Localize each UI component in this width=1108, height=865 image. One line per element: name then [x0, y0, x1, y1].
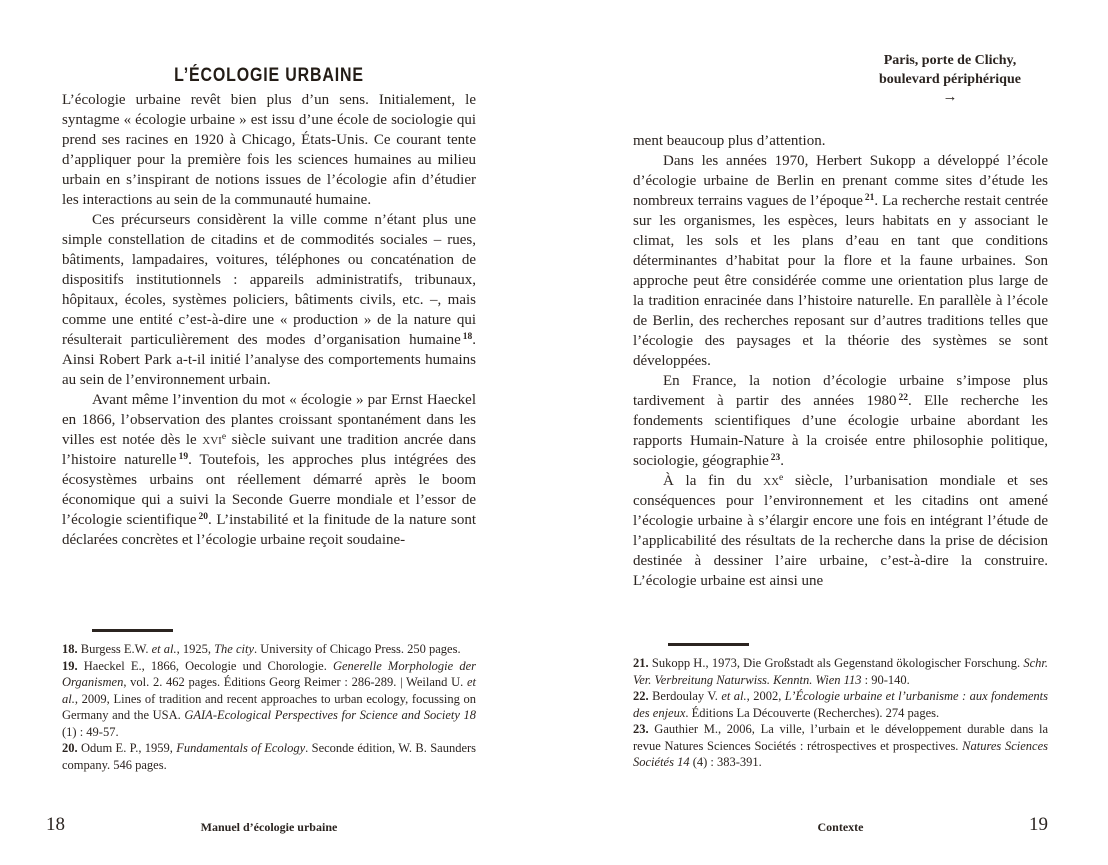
- page-number-right: 19: [1029, 814, 1048, 835]
- arrow-right-icon: →: [942, 89, 958, 105]
- page-number-left: 18: [46, 814, 65, 835]
- caption-line: boulevard périphérique: [879, 72, 1021, 87]
- paragraph: ment beaucoup plus d’attention.: [633, 133, 826, 149]
- paragraph: À la fin du $xx^e$ siècle, l’urbanisation mondiale et ses conséquences pour l’environnement et les citadins ont amené l’écologie urbaine à s’élargir encore une fois en intégrant l’étude de l’applicabilité des résultats de la recherche dans la prise de décision destinée à dessiner l’aire urbaine, c’est-à-dire la construire. L’écologie urbaine est ainsi une: [633, 473, 1048, 589]
- footnote: 19. Haeckel E., 1866, Oecologie und Chorologie. Generelle Morphologie der Organismen, vol. 2. 462 pages. Éditions Georg Reimer : 286-289. | Weiland U. et al., 2009, Lines of tradition and recent approaches to urban ecology, focussing on Germany and the USA. GAIA-Ecological Perspectives for Science and Society 18 (1) : 49-57.: [62, 658, 476, 739]
- paragraph: En France, la notion d’écologie urbaine s’impose plus tardivement à partir des années 1980 $^{22}$. Elle recherche les fondements scientifiques d’une écologie urbaine abordant les rapports Humain-Nature à la croisée entre philosophie politique, sociologie, géographie $^{23}$.: [633, 373, 1048, 469]
- footnote: 23. Gauthier M., 2006, La ville, l’urbain et le développement durable dans la revue Natures Sciences Sociétés : rétrospectives et prospectives. Natures Sciences Sociétés 14 (4) : 383-391.: [633, 722, 1048, 769]
- footnote: 22. Berdoulay V. et al., 2002, L’Écologie urbaine et l’urbanisme : aux fondements des enjeux. Éditions La Découverte (Recherches). 274 pages.: [633, 689, 1048, 720]
- footnote-separator-rule: [668, 643, 749, 646]
- paragraph: L’écologie urbaine revêt bien plus d’un sens. Initialement, le syntagme « écologie urbaine » est issu d’une école de sociologie qui prend ses racines en 1920 à Chicago, États-Unis. Ce courant tente d’appliquer pour la première fois les sciences humaines au milieu urbain en s’inspirant de notions issues de l’écologie afin d’étudier les interactions au sein de la communauté humaine.: [62, 92, 476, 208]
- right-footnotes: [633, 655, 1048, 771]
- left-footnotes: [62, 641, 476, 773]
- footnote: 18. Burgess E.W. et al., 1925, The city. University of Chicago Press. 250 pages.: [62, 642, 461, 656]
- chapter-title-text: L’ÉCOLOGIE URBAINE: [174, 64, 364, 86]
- paragraph: Dans les années 1970, Herbert Sukopp a développé l’école d’écologie urbaine de Berlin en prenant comme sites d’étude les nombreux terrains vagues de l’époque $^{21}$. La recherche restait centrée sur les organismes, les espèces, leurs habitats en y associant le climat, les sols et les plans d’eau en tant que conditions déterminantes d’habitat pour la flore et la faune urbaines. Son approche peut être considérée comme une orientation plus large de la tradition enracinée dans l’histoire naturelle. En parallèle à l’école de Berlin, des recherches reposant sur d’autres traditions telles que l’écologie des paysages et la théorie des systèmes se sont développées.: [633, 153, 1049, 369]
- photo-caption: [845, 51, 1055, 106]
- right-body-column: [633, 131, 1048, 591]
- chapter-title: [62, 65, 476, 87]
- running-title-right: Contexte: [817, 820, 864, 834]
- footnote-separator-rule: [92, 629, 173, 632]
- caption-line: Paris, porte de Clichy,: [883, 53, 1017, 68]
- running-title-left: Manuel d’écologie urbaine: [200, 820, 338, 834]
- footnote: 20. Odum E. P., 1959, Fundamentals of Ecology. Seconde édition, W. B. Saunders company. 546 pages.: [62, 741, 477, 772]
- paragraph: Ces précurseurs considèrent la ville comme n’étant plus une simple constellation de citadins et de commodités sociales – rues, bâtiments, lampadaires, voitures, téléphones ou concaténation de dispositifs institutionnels : appareils administratifs, tribunaux, hôpitaux, écoles, systèmes policiers, bâtiments civils, etc. –, mais comme une entité c’est-à-dire une « production » de la nature qui résulterait particulièrement des modes d’organisation humaine $^{18}$. Ainsi Robert Park a-t-il initié l’analyse des comportements humains au sein de l’environnement urbain.: [62, 212, 476, 388]
- footnote: 21. Sukopp H., 1973, Die Großstadt als Gegenstand ökologischer Forschung. Schr. Ver. Verbreitung Naturwiss. Kenntn. Wien 113 : 90-140.: [633, 656, 1048, 687]
- left-body-column: [62, 90, 476, 550]
- paragraph: Avant même l’invention du mot « écologie » par Ernst Haeckel en 1866, l’observation des plantes croissant spontanément dans les villes est notée dès le xvi$^e$ siècle suivant une tradition ancrée dans l’histoire naturelle $^{19}$. Toutefois, les approches plus intégrées des écosystèmes urbains ont réellement démarré après le boom économique qui a suivi la Seconde Guerre mondiale et l’essor de l’écologie scientifique $^{20}$. L’instabilité et la finitude de la nature sont déclarées concrètes et l’écologie urbaine reçoit soudaine-: [62, 392, 477, 548]
